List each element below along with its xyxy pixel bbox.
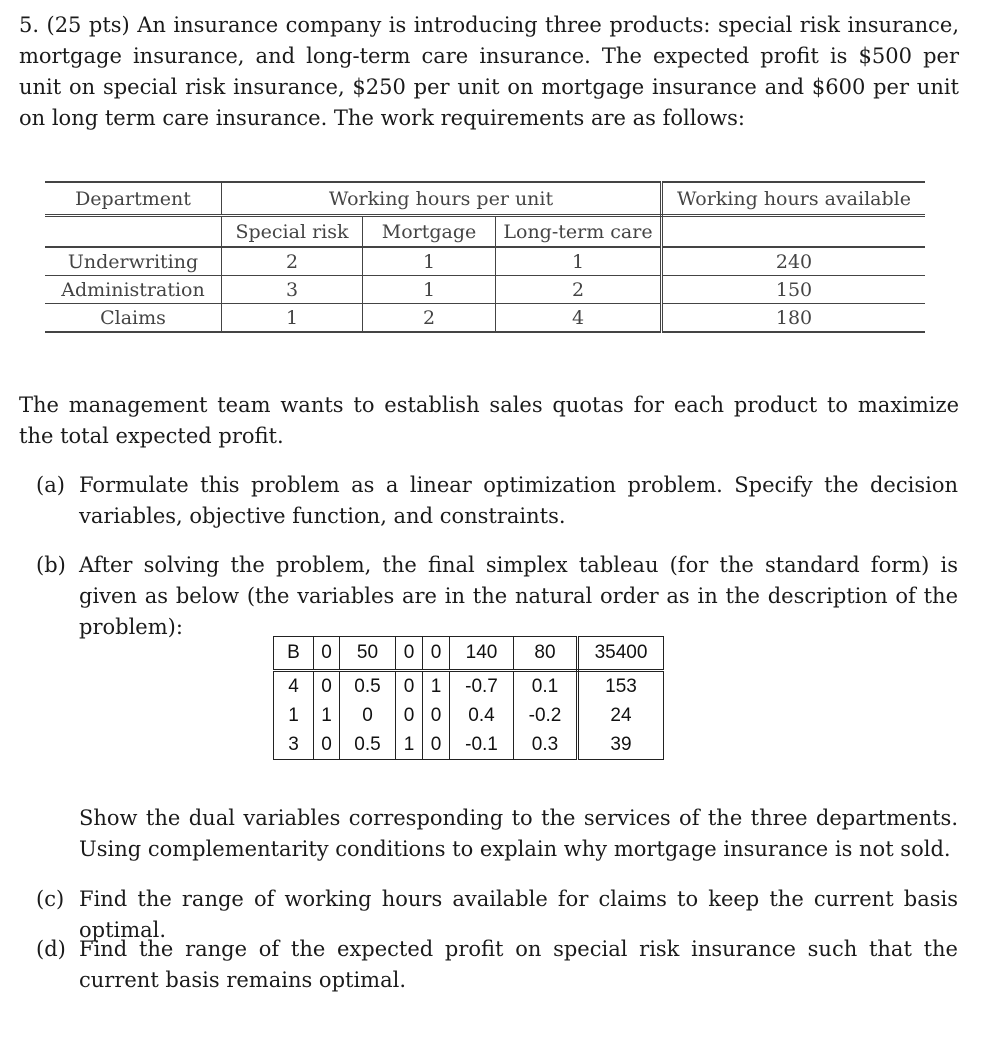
tableau-cell: 0.5 bbox=[340, 671, 396, 702]
header-department: Department bbox=[45, 182, 222, 216]
part-c-text: Find the range of working hours available for claims to keep the current basis optimal. bbox=[79, 887, 958, 942]
hours-value: 4 bbox=[496, 304, 662, 333]
hours-value: 3 bbox=[222, 276, 363, 304]
tableau-cell: 0 bbox=[340, 701, 396, 730]
part-c-label: (c) bbox=[36, 887, 65, 911]
hours-value: 2 bbox=[496, 276, 662, 304]
table-row bbox=[45, 276, 925, 304]
tableau-cell: 0 bbox=[423, 701, 450, 730]
tableau-cell: 0 bbox=[314, 671, 340, 702]
part-d-text: Find the range of the expected profit on special risk insurance such that the current basis remains optimal. bbox=[79, 937, 958, 992]
tableau-row bbox=[274, 701, 664, 730]
tableau-cell: 0 bbox=[396, 637, 423, 671]
tableau-cell: 0.4 bbox=[450, 701, 514, 730]
tableau-cell: 1 bbox=[274, 701, 314, 730]
tableau-cell: 80 bbox=[514, 637, 578, 671]
tableau-cell: 0 bbox=[396, 701, 423, 730]
part-d-label: (d) bbox=[36, 937, 66, 961]
dual-variables-text: Show the dual variables corresponding to the services of the three departments. Using complementarity conditions to explain why mortgage insurance is not sold. bbox=[79, 806, 958, 861]
hours-available-value: 240 bbox=[662, 247, 926, 276]
tableau-cell: 140 bbox=[450, 637, 514, 671]
tableau-cell: 3 bbox=[274, 730, 314, 760]
tableau-row bbox=[274, 671, 664, 702]
tableau-cell: -0.2 bbox=[514, 701, 578, 730]
tableau-row bbox=[274, 730, 664, 760]
part-a-label: (a) bbox=[36, 473, 65, 497]
header-hours-available: Working hours available bbox=[662, 182, 926, 216]
tableau-objective-row bbox=[274, 637, 664, 671]
hours-available-value: 180 bbox=[662, 304, 926, 333]
tableau-cell: 1 bbox=[423, 671, 450, 702]
part-d bbox=[36, 934, 958, 996]
table-row bbox=[45, 304, 925, 333]
tableau-cell: 0 bbox=[314, 637, 340, 671]
tableau-cell: 4 bbox=[274, 671, 314, 702]
department-name: Claims bbox=[45, 304, 222, 333]
part-a bbox=[36, 470, 958, 532]
tableau-cell: 24 bbox=[578, 701, 664, 730]
hours-value: 1 bbox=[363, 276, 496, 304]
tableau-cell: 0 bbox=[314, 730, 340, 760]
tableau-cell: 0 bbox=[396, 671, 423, 702]
hours-value: 1 bbox=[222, 304, 363, 333]
tableau-cell: 0 bbox=[423, 637, 450, 671]
subheader-mortgage: Mortgage bbox=[363, 216, 496, 248]
tableau-cell: B bbox=[274, 637, 314, 671]
tableau-cell: 1 bbox=[314, 701, 340, 730]
tableau-cell: 0.1 bbox=[514, 671, 578, 702]
header-hours-per-unit: Working hours per unit bbox=[222, 182, 662, 216]
tableau-cell: 35400 bbox=[578, 637, 664, 671]
subheader-long-term-care: Long-term care bbox=[496, 216, 662, 248]
tableau-cell: -0.1 bbox=[450, 730, 514, 760]
tableau-cell: 0.5 bbox=[340, 730, 396, 760]
problem-intro: 5. (25 pts) An insurance company is introducing three products: special risk insurance, mortgage insurance, and long-term care insurance. The expected profit is $500 per unit on special risk insurance, $250 per unit on mortgage insurance and $600 per unit on long term care insurance. The work requirements are as follows: bbox=[19, 13, 959, 130]
tableau-cell: 0 bbox=[423, 730, 450, 760]
simplex-tableau bbox=[273, 636, 664, 760]
table-row bbox=[45, 247, 925, 276]
hours-value: 2 bbox=[222, 247, 363, 276]
subheader-special-risk: Special risk bbox=[222, 216, 363, 248]
department-name: Administration bbox=[45, 276, 222, 304]
tableau-cell: 50 bbox=[340, 637, 396, 671]
department-name: Underwriting bbox=[45, 247, 222, 276]
tableau-cell: 153 bbox=[578, 671, 664, 702]
work-requirements-table bbox=[45, 181, 925, 333]
tableau-cell: -0.7 bbox=[450, 671, 514, 702]
part-b-text: After solving the problem, the final simplex tableau (for the standard form) is given as below (the variables are in the natural order as in the description of the problem): bbox=[79, 553, 958, 639]
tableau-cell: 1 bbox=[396, 730, 423, 760]
part-b bbox=[36, 550, 958, 643]
hours-value: 1 bbox=[496, 247, 662, 276]
hours-available-value: 150 bbox=[662, 276, 926, 304]
hours-value: 2 bbox=[363, 304, 496, 333]
tableau-cell: 39 bbox=[578, 730, 664, 760]
tableau-cell: 0.3 bbox=[514, 730, 578, 760]
part-b-label: (b) bbox=[36, 553, 66, 577]
hours-value: 1 bbox=[363, 247, 496, 276]
management-text: The management team wants to establish sales quotas for each product to maximize the total expected profit. bbox=[19, 393, 959, 448]
part-a-text: Formulate this problem as a linear optimization problem. Specify the decision variables, objective function, and constraints. bbox=[79, 473, 958, 528]
